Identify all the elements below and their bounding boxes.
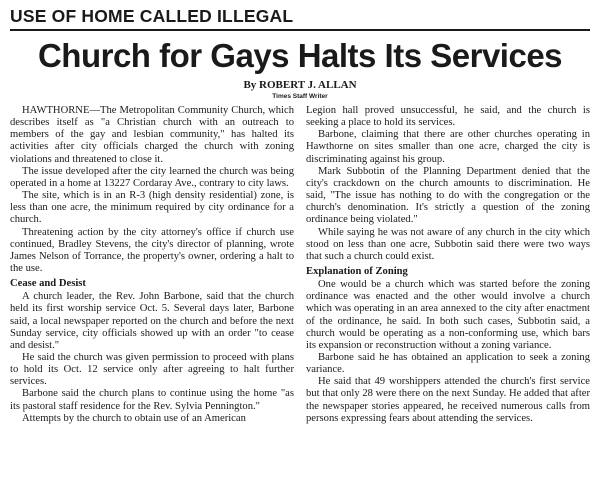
paragraph: Legion hall proved unsuccessful, he said, and the church is seeking a place to hold its services. xyxy=(306,105,590,129)
paragraph: One would be a church which was started before the zoning ordinance was enacted and the other would involve a church which was operating in an area annexed to the city after enactment of the ordinance, he said. In both such cases, Subbotin said, a church would be operating as a non-conforming use, which bars its expansion or reconstruction without a zoning variance. xyxy=(306,279,590,351)
byline-role: Times Staff Writer xyxy=(272,93,328,100)
subheading: Cease and Desist xyxy=(10,278,86,290)
paragraph: He said that 49 worshippers attended the church's first service but that only 28 were there on the next Sunday. He added that after the newspaper stories appeared, he received numerous calls from persons expressing fears about attending the services. xyxy=(306,376,590,424)
paragraph: A church leader, the Rev. John Barbone, said that the church held its first worship service Oct. 5. Several days later, Barbone said, a local newspaper reported on the church and before the next Sunday service, city officials showed up with an order "to cease and desist." xyxy=(10,291,294,351)
paragraph: He said the church was given permission to proceed with plans to hold its Oct. 12 service only after agreeing to halt further services. xyxy=(10,351,294,388)
paragraph: Barbone said the church plans to continue using the home "as its pastoral staff residence for the Rev. Sylvia Pennington." xyxy=(10,388,294,412)
column-right xyxy=(306,105,590,425)
paragraph: Barbone, claiming that there are other churches operating in Hawthorne on sites smaller than one acre, charged the city is discriminating against his group. xyxy=(306,129,590,165)
paragraph: Mark Subbotin of the Planning Department denied that the city's crackdown on the church amounts to discrimination. He said, "The issue has nothing to do with the congregation or the church's denomination. It's strictly a question of the zoning ordinance being violated." xyxy=(306,165,590,226)
paragraph: While saying he was not aware of any church in the city which stood on less than one acre, Subbotin said there were two ways that such a church could exist. xyxy=(306,226,590,262)
kicker-rule xyxy=(10,29,590,31)
paragraph: Barbone said he has obtained an application to seek a zoning variance. xyxy=(306,351,590,376)
kicker-headline: USE OF HOME CALLED ILLEGAL xyxy=(10,6,294,26)
paragraph: HAWTHORNE—The Metropolitan Community Church, which describes itself as "a Christian church with an outreach to members of the gay and lesbian community," has halted its activities after city officials charged the church with zoning violations and threatened to close it. xyxy=(10,105,294,165)
byline: By ROBERT J. ALLAN xyxy=(243,79,357,91)
paragraph: The site, which is in an R-3 (high density residential) zone, is less than one acre, the minimum required by city ordinance for a church. xyxy=(10,190,294,226)
subheading: Explanation of Zoning xyxy=(306,266,408,278)
column-left xyxy=(10,105,294,425)
article-body xyxy=(10,105,590,425)
paragraph: The issue developed after the city learned the church was being operated in a home at 13227 Cordaray Ave., contrary to city laws. xyxy=(10,165,294,189)
main-headline: Church for Gays Halts Its Services xyxy=(37,37,563,74)
paragraph: Attempts by the church to obtain use of an American xyxy=(22,412,246,424)
paragraph: Threatening action by the city attorney's office if church use continued, Bradley Stevens, the city's director of planning, wrote James Nelson of Torrance, the property's owner, ordering a halt to the use. xyxy=(10,226,294,275)
